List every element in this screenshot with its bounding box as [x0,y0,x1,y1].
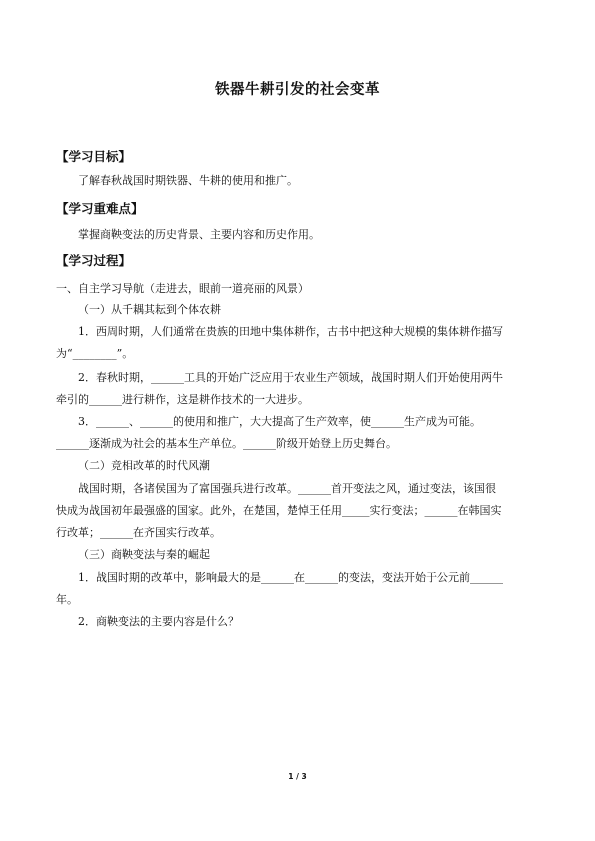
part1-q3-line2: ______逐渐成为社会的基本生产单位。______阶级开始登上历史舞台。 [56,437,397,450]
process-intro-line: 一、自主学习导航（走进去，眼前一道亮丽的风景） [56,282,309,295]
goals-line: 了解春秋战国时期铁器、牛耕的使用和推广。 [78,174,298,187]
part1-question-1 [56,321,540,365]
process-intro [56,278,540,300]
part3-question-2 [56,611,540,633]
part1-title: （一）从千耦其耘到个体农耕 [78,303,221,316]
part1-q1-line2: 为“________”。 [56,347,134,360]
part1-q2-line2: 牵引的______进行耕作，这是耕作技术的一大进步。 [56,393,309,406]
part1-q2-line1: 2．春秋时期，______工具的开始广泛应用于农业生产领域，战国时期人们开始使用两牛 [78,371,503,384]
part2-text [56,478,540,544]
part3-q1-line1: 1．战国时期的改革中，影响最大的是______在______的变法，变法开始于公元前______ [78,571,503,584]
part1-q1-line1: 1．西周时期，人们通常在贵族的田地中集体耕作，古书中把这种大规模的集体耕作描写 [78,325,503,338]
part3-q1-line2: 年。 [56,593,78,606]
part3-title: （三）商鞅变法与秦的崛起 [78,548,210,561]
section-heading-goals: 【学习目标】 [56,149,132,164]
part3-q2-line: 2．商鞅变法的主要内容是什么？ [78,615,239,628]
part2-title: （二）竞相改革的时代风潮 [78,459,210,472]
part1-question-2 [56,367,540,411]
part2-line1: 战国时期，各诸侯国为了富国强兵进行改革。______首开变法之风，通过变法，该国很 [78,482,496,495]
section-heading-key-points: 【学习重难点】 [56,201,144,216]
part1-question-3 [56,411,540,455]
page-title: 铁器牛耕引发的社会变革 [215,82,380,98]
goals-text [56,170,540,192]
key-points-text [56,224,540,246]
page-number: 1 / 3 [288,772,307,781]
part2-line2: 快成为战国初年最强盛的国家。此外，在楚国，楚悼王任用_____实行变法；______在韩国实 [56,504,502,517]
section-heading-process: 【学习过程】 [56,253,132,268]
key-points-line: 掌握商鞅变法的历史背景、主要内容和历史作用。 [78,228,320,241]
part2-line3: 行改革；______在齐国实行改革。 [56,526,221,539]
part3-question-1 [56,567,540,611]
part1-q3-line1: 3．______、______的使用和推广，大大提高了生产效率，使______生产成为可能。 [78,415,481,428]
